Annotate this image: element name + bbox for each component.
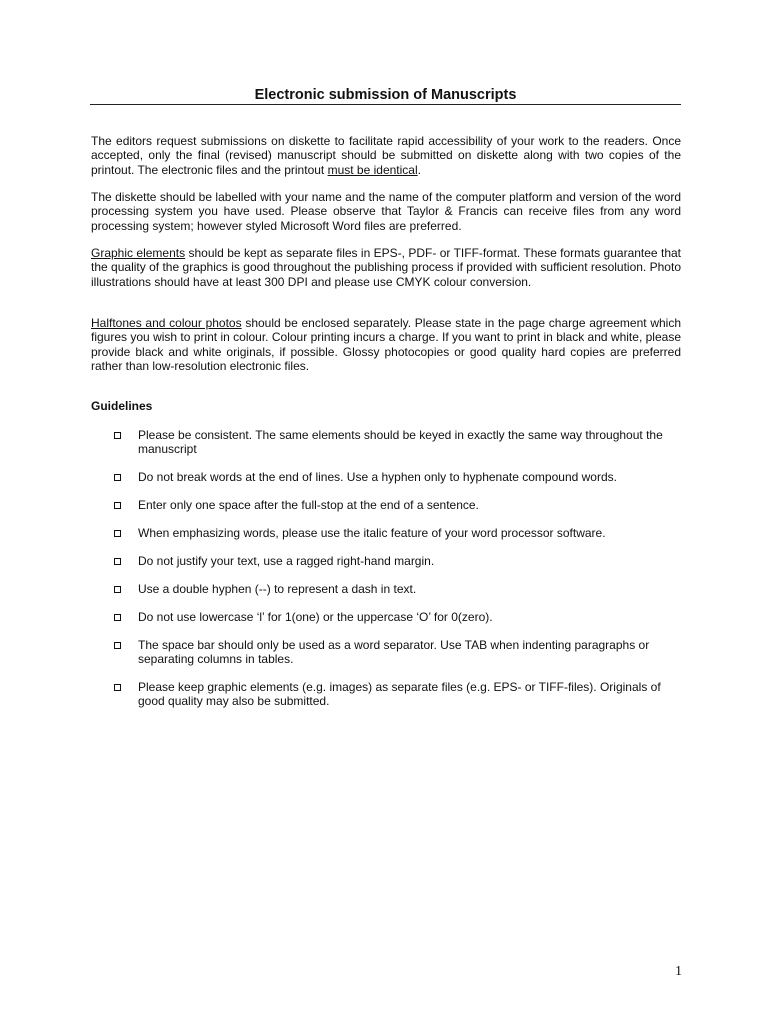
guideline-text: Use a double hyphen (--) to represent a dash in text. <box>138 582 417 596</box>
checkbox-bullet-icon <box>114 642 121 649</box>
checkbox-bullet-icon <box>114 558 121 565</box>
checkbox-bullet-icon <box>114 530 121 537</box>
underlined-phrase: must be identical <box>327 162 418 177</box>
checkbox-bullet-icon <box>114 474 121 481</box>
checkbox-bullet-icon <box>114 614 121 621</box>
checkbox-bullet-icon <box>114 586 121 593</box>
underlined-phrase: Graphic elements <box>91 246 186 260</box>
guideline-text: Please keep graphic elements (e.g. images) as separate files (e.g. EPS- or TIFF-files). Originals of good quality may also be submitted. <box>138 680 661 709</box>
paragraph-text: should be enclosed separately. Please state in the page charge agreement which figures you wish to print in colour. Colour printing incurs a charge. If you want to print in black and white, please provide black and white originals, if possible. Glossy photocopies or good quality hard copies are preferred rather than low-resolution electronic files. <box>91 316 681 373</box>
paragraph-text: . <box>417 162 421 177</box>
paragraph-diskette-submission <box>91 134 681 177</box>
title-underline-rule <box>90 104 681 105</box>
guideline-text: The space bar should only be used as a word separator. Use TAB when indenting paragraphs or separating columns in tables. <box>138 638 650 667</box>
paragraph-text: should be kept as separate files in EPS-, PDF- or TIFF-format. These formats guarantee that the quality of the graphics is good throughout the publishing process if provided with sufficient resolution. Photo illustrations should have at least 300 DPI and please use CMYK colour conversion. <box>91 246 681 289</box>
paragraph-diskette-labelling <box>91 190 681 233</box>
guideline-text: Do not break words at the end of lines. Use a hyphen only to hyphenate compound words. <box>138 470 617 484</box>
guideline-text: Enter only one space after the full-stop at the end of a sentence. <box>138 498 479 512</box>
page-number: 1 <box>675 964 682 979</box>
checkbox-bullet-icon <box>114 684 121 691</box>
checkbox-bullet-icon <box>114 502 121 509</box>
checkbox-bullet-icon <box>114 432 121 439</box>
paragraph-graphic-elements <box>91 246 681 289</box>
guideline-text: Do not use lowercase ‘l’ for 1(one) or the uppercase ‘O’ for 0(zero). <box>138 610 493 624</box>
page-title: Electronic submission of Manuscripts <box>254 87 517 103</box>
guideline-text: Please be consistent. The same elements should be keyed in exactly the same way throughout the manuscript <box>138 428 663 457</box>
guideline-text: Do not justify your text, use a ragged right-hand margin. <box>138 554 435 568</box>
paragraph-halftones <box>91 316 681 373</box>
underlined-phrase: Halftones and colour photos <box>91 316 242 330</box>
paragraph-text: The diskette should be labelled with your name and the name of the computer platform and version of the word processing system you have used. Please observe that Taylor & Francis can receive files from any word processing system; however styled Microsoft Word files are preferred. <box>91 190 681 233</box>
guidelines-heading: Guidelines <box>91 399 153 413</box>
paragraph-text: The editors request submissions on diskette to facilitate rapid accessibility of your work to the readers. Once accepted, only the final (revised) manuscript should be submitted on diskette along with two copies of the printout. The electronic files and the printout <box>91 134 681 177</box>
guideline-text: When emphasizing words, please use the italic feature of your word processor software. <box>138 526 606 540</box>
